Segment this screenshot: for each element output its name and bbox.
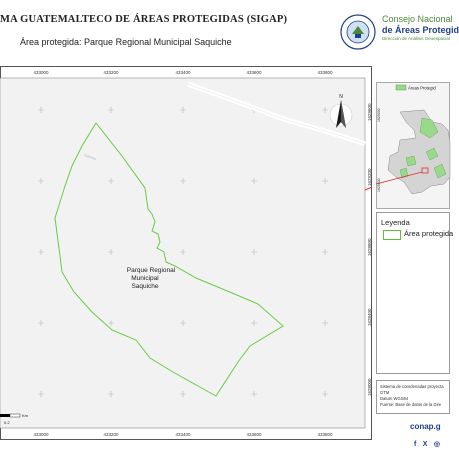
page-subtitle: Área protegida: Parque Regional Municipal Saquiche bbox=[20, 37, 232, 47]
legend-panel bbox=[376, 212, 454, 374]
note-line: Datum WGS84 bbox=[380, 396, 409, 401]
north-label: N bbox=[339, 94, 343, 100]
map-canvas bbox=[0, 78, 365, 428]
inset-legend-swatch bbox=[396, 85, 406, 90]
x-tick-top: 433200 bbox=[103, 70, 119, 75]
y-tick-right: 1629600 bbox=[367, 103, 372, 121]
y-tick-right: 1628400 bbox=[367, 308, 372, 326]
conap-line1: Consejo Nacional bbox=[382, 14, 453, 24]
inset-legend-label: Áreas Protegid bbox=[408, 85, 436, 91]
social-links bbox=[414, 433, 442, 448]
road-label: Camino bbox=[83, 153, 97, 162]
map-notes bbox=[376, 380, 450, 414]
page-title: MA GUATEMALTECO DE ÁREAS PROTEGIDAS (SIGAP) bbox=[0, 14, 288, 25]
instagram-icon[interactable]: ◎ bbox=[433, 441, 441, 448]
legend-item-label: Área protegida bbox=[404, 229, 454, 238]
y-tick-right: 1628000 bbox=[367, 378, 372, 396]
x-tick-bottom: 433200 bbox=[103, 432, 119, 437]
legend-swatch bbox=[383, 230, 401, 240]
inset-map[interactable] bbox=[376, 82, 450, 209]
guatemala-seal-logo bbox=[340, 14, 376, 50]
area-label-line1: Parque Regional bbox=[126, 267, 176, 274]
note-line: Sistema de coordenadas proyecta bbox=[380, 384, 444, 389]
x-tick-top: 433000 bbox=[33, 70, 49, 75]
y-tick-right: 1629200 bbox=[367, 168, 372, 186]
x-tick-bottom: 433600 bbox=[246, 432, 262, 437]
main-map[interactable] bbox=[0, 66, 372, 440]
y-tick-right: 1628800 bbox=[367, 238, 372, 256]
x-tick-top: 433800 bbox=[317, 70, 333, 75]
conap-logo-text bbox=[382, 14, 459, 42]
inset-y-tick: 1625000 bbox=[377, 108, 381, 122]
x-tick-top: 433600 bbox=[246, 70, 262, 75]
website-link[interactable]: conap.g bbox=[410, 422, 441, 431]
x-tick-top: 433400 bbox=[175, 70, 191, 75]
conap-line3: Dirección de Análisis Geoespacial bbox=[382, 36, 450, 41]
x-icon[interactable]: X bbox=[422, 441, 428, 448]
area-label-line2: Municipal bbox=[131, 275, 159, 282]
facebook-icon[interactable]: f bbox=[414, 441, 417, 448]
x-tick-bottom: 433000 bbox=[33, 432, 49, 437]
legend-title: Leyenda bbox=[381, 218, 410, 227]
inset-y-tick: 1625000 bbox=[377, 178, 381, 192]
scale-value: 0.2 bbox=[4, 420, 10, 425]
x-tick-bottom: 433400 bbox=[175, 432, 191, 437]
scale-unit: Km bbox=[22, 413, 28, 418]
area-label-line3: Saquiche bbox=[131, 283, 159, 290]
conap-line2: de Áreas Protegid bbox=[382, 25, 459, 35]
x-tick-bottom: 433800 bbox=[317, 432, 333, 437]
note-line: Fuente: Base de datos de la Dire bbox=[380, 402, 442, 407]
note-line: GTM bbox=[380, 390, 390, 395]
